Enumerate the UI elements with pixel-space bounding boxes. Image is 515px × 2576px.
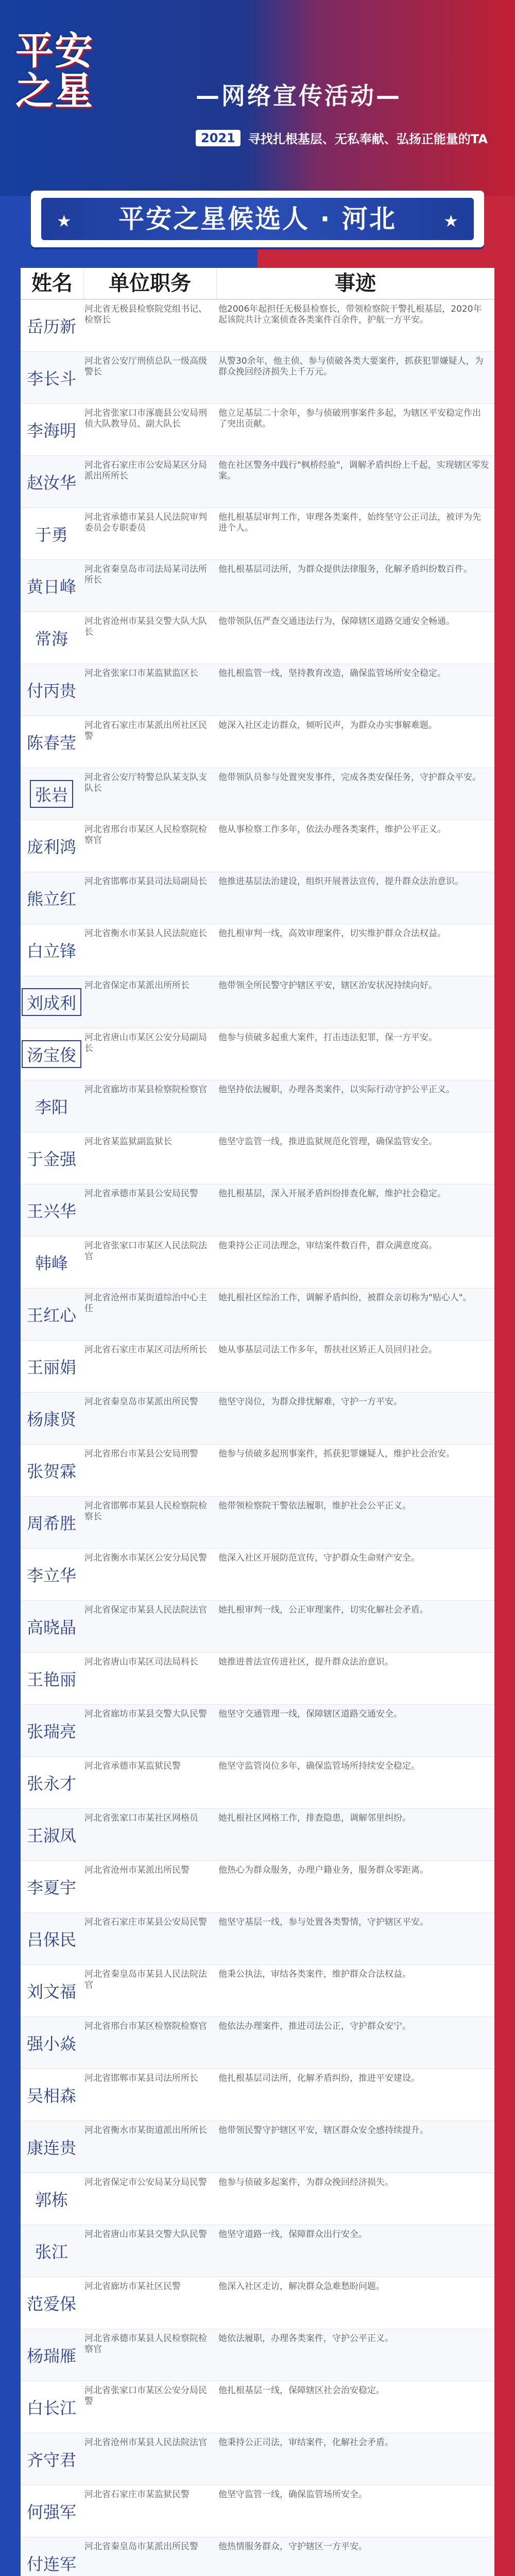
table-row — [21, 976, 494, 1028]
candidate-position: 河北省秦皇岛市某县人民法院法官 — [84, 1969, 207, 1990]
candidate-position: 河北省无极县检察院党组书记、检察长 — [84, 304, 207, 325]
candidate-position: 河北省保定市某县人民法院法官 — [84, 1605, 207, 1615]
candidate-name — [21, 1393, 82, 1444]
candidate-name — [21, 1913, 82, 1964]
candidate-position: 河北省承德市某县公安局民警 — [84, 1189, 198, 1199]
candidate-name-text: 张江 — [35, 2242, 68, 2262]
candidate-name — [21, 1601, 82, 1652]
table-row — [21, 768, 494, 820]
candidate-name-text: 张岩 — [30, 780, 73, 808]
candidate-name-text: 付连军 — [26, 2554, 76, 2574]
candidate-name-text: 郭栋 — [35, 2190, 68, 2210]
candidate-name-text: 张贺霖 — [26, 1462, 76, 1481]
candidate-name-text: 付丙贵 — [26, 681, 76, 701]
candidate-name — [21, 2485, 82, 2537]
candidate-name-text: 周希胜 — [26, 1514, 76, 1533]
table-row — [21, 2381, 494, 2433]
candidate-deeds: 她依法履职，办理各类案件，守护公平正义。 — [218, 2333, 393, 2344]
header-position: 单位职务 — [109, 271, 191, 295]
table-row — [21, 612, 494, 664]
candidate-name-text: 庞利鸿 — [26, 837, 76, 857]
table-row — [21, 2537, 494, 2576]
candidate-name-text: 高晓晶 — [26, 1618, 76, 1637]
table-row — [21, 2069, 494, 2121]
candidate-name — [21, 872, 82, 924]
candidate-name — [21, 1132, 82, 1184]
candidate-deeds: 他坚守道路一线，保障群众出行安全。 — [218, 2229, 367, 2240]
candidate-name — [21, 560, 82, 612]
table-body — [21, 300, 494, 2576]
banner-inner — [41, 198, 474, 240]
candidate-deeds: 他坚守监管一线，推进监狱规范化管理，确保监管安全。 — [218, 1137, 437, 1147]
candidate-deeds: 她从事基层司法工作多年，帮扶社区矫正人员回归社会。 — [218, 1345, 437, 1355]
candidate-name — [21, 768, 82, 820]
candidate-name-text: 何强军 — [26, 2502, 76, 2522]
table-row — [21, 2329, 494, 2381]
table-row — [21, 1132, 494, 1184]
candidate-name-text: 张瑞亮 — [26, 1722, 76, 1741]
candidate-name-text: 汤宝俊 — [22, 1040, 81, 1068]
candidate-name-text: 杨康贤 — [26, 1410, 76, 1429]
table-row — [21, 456, 494, 508]
candidate-deeds: 她推进普法宣传进社区，提升群众法治意识。 — [218, 1657, 393, 1667]
candidate-name — [21, 2277, 82, 2329]
candidate-deeds: 他深入社区开展防范宣传，守护群众生命财产安全。 — [218, 1553, 420, 1563]
candidate-deeds: 他参与侦破多起刑事案件，抓获犯罪嫌疑人，维护社会治安。 — [218, 1449, 455, 1459]
candidate-name — [21, 2173, 82, 2225]
table-row — [21, 508, 494, 560]
table-row — [21, 664, 494, 716]
table-row — [21, 560, 494, 612]
candidate-deeds: 他坚守监管一线，确保监管场所安全。 — [218, 2489, 367, 2500]
candidate-name — [21, 1341, 82, 1392]
candidate-name — [21, 1757, 82, 1808]
candidate-name-text: 吴相森 — [26, 2086, 76, 2106]
candidate-deeds: 他带领队伍严查交通违法行为，保障辖区道路交通安全畅通。 — [218, 616, 455, 626]
candidate-name-text: 黄日峰 — [26, 577, 76, 597]
banner — [31, 191, 484, 247]
candidate-name-text: 吕保民 — [26, 1930, 76, 1950]
candidate-deeds: 他热情服务群众，守护辖区一方平安。 — [218, 2541, 367, 2552]
candidate-position: 河北省邯郸市某县司法局副局长 — [84, 876, 207, 887]
candidate-deeds: 从警30余年，他主侦、参与侦破各类大要案件，抓获犯罪嫌疑人，为群众挽回经济损失上千万元。 — [218, 356, 484, 377]
candidate-table — [21, 268, 494, 2576]
candidate-position: 河北省邢台市某区检察院检察官 — [84, 2021, 207, 2031]
candidate-name — [21, 352, 82, 403]
candidate-name — [21, 664, 82, 716]
candidate-deeds: 他带领民警守护辖区平安，辖区群众安全感持续提升。 — [218, 2125, 428, 2136]
candidate-name — [21, 716, 82, 768]
logo-text — [15, 31, 118, 124]
candidate-position: 河北省唐山市某区公安分局副局长 — [84, 1032, 207, 1054]
candidate-position: 河北省石家庄市某区司法所所长 — [84, 1345, 207, 1355]
candidate-deeds: 他扎根监管一线，坚持教育改造，确保监管场所安全稳定。 — [218, 668, 446, 679]
logo — [15, 31, 118, 124]
candidate-name — [21, 1497, 82, 1548]
table-row — [21, 1028, 494, 1080]
table-row — [21, 2121, 494, 2173]
star-icon: ★ — [443, 211, 458, 231]
candidate-name — [21, 508, 82, 560]
candidate-name — [21, 1236, 82, 1288]
star-icon: ★ — [57, 211, 72, 231]
candidate-position: 河北省廊坊市某县检察院检察官 — [84, 1084, 207, 1095]
candidate-deeds: 她扎根社区网格工作，排查隐患，调解邻里纠纷。 — [218, 1813, 411, 1823]
candidate-position: 河北省保定市某派出所所长 — [84, 980, 190, 991]
table-row — [21, 1341, 494, 1393]
logo-line2: 之星 — [15, 69, 94, 113]
table-row — [21, 1861, 494, 1913]
candidate-deeds: 他2006年起担任无极县检察长，带领检察院干警扎根基层，2020年起该院共计立案侦查各类案件百余件，护航一方平安。 — [218, 304, 482, 325]
table-row — [21, 1393, 494, 1445]
candidate-name — [21, 300, 82, 351]
candidate-position: 河北省张家口市某区人民法院法官 — [84, 1241, 207, 1262]
candidate-position: 河北省公安厅特警总队某支队支队长 — [84, 772, 207, 793]
candidate-deeds: 他扎根基层司法所，化解矛盾纠纷，推进平安建设。 — [218, 2073, 420, 2083]
candidate-name — [21, 2069, 82, 2121]
candidate-name-text: 韩峰 — [35, 1253, 68, 1273]
candidate-position: 河北省邯郸市某县人民检察院检察长 — [84, 1501, 207, 1522]
candidate-name-text: 李海明 — [26, 421, 76, 440]
candidate-position: 河北省承德市某监狱民警 — [84, 1761, 181, 1771]
candidate-position: 河北省衡水市某街道派出所所长 — [84, 2125, 207, 2136]
candidate-name — [21, 2017, 82, 2069]
candidate-position: 河北省秦皇岛市某派出所民警 — [84, 2541, 198, 2552]
candidate-name — [21, 2121, 82, 2173]
candidate-name-text: 白立锋 — [26, 941, 76, 961]
tagline — [196, 129, 505, 149]
candidate-name — [21, 2329, 82, 2381]
candidate-position: 河北省公安厅刑侦总队一级高级警长 — [84, 356, 207, 377]
candidate-position: 河北省张家口市某社区网格员 — [84, 1813, 198, 1823]
candidate-deeds: 他在社区警务中践行"枫桥经验"，调解矛盾纠纷上千起，实现辖区零发案。 — [218, 460, 489, 481]
candidate-name-text: 赵汝华 — [26, 473, 76, 493]
table-row — [21, 1549, 494, 1601]
candidate-deeds: 他推进基层法治建设，组织开展普法宣传，提升群众法治意识。 — [218, 876, 464, 887]
candidate-name-text: 杨瑞雁 — [26, 2346, 76, 2366]
candidate-deeds: 她扎根审判一线，公正审理案件，切实化解社会矛盾。 — [218, 1605, 428, 1615]
table-row — [21, 716, 494, 768]
candidate-deeds: 她深入社区走访群众，倾听民声，为群众办实事解难题。 — [218, 720, 437, 731]
candidate-position: 河北省张家口市某区公安分局民警 — [84, 2385, 207, 2406]
candidate-name — [21, 976, 82, 1028]
candidate-name-text: 张永才 — [26, 1774, 76, 1793]
candidate-position: 河北省衡水市某县人民法院庭长 — [84, 928, 207, 939]
candidate-name-text: 李长斗 — [26, 369, 76, 388]
candidate-name — [21, 1028, 82, 1080]
candidate-deeds: 他参与侦破多起案件，为群众挽回经济损失。 — [218, 2177, 393, 2188]
candidate-name-text: 于金强 — [26, 1149, 76, 1169]
table-row — [21, 820, 494, 872]
candidate-name-text: 王淑凤 — [26, 1826, 76, 1845]
candidate-deeds: 他立足基层二十余年，参与侦破刑事案件多起，为辖区平安稳定作出了突出贡献。 — [218, 408, 481, 429]
table-row — [21, 1653, 494, 1705]
candidate-position: 河北省沧州市某县人民法院法官 — [84, 2437, 207, 2448]
table-row — [21, 1601, 494, 1653]
candidate-name — [21, 1445, 82, 1496]
candidate-name — [21, 1705, 82, 1756]
candidate-name — [21, 1965, 82, 2016]
candidate-deeds: 他秉持公正司法，审结案件，化解社会矛盾。 — [218, 2437, 393, 2448]
candidate-name — [21, 1653, 82, 1704]
candidate-position: 河北省承德市某县人民法院审判委员会专职委员 — [84, 512, 207, 533]
candidate-position: 河北省秦皇岛市司法局某司法所所长 — [84, 564, 207, 585]
candidate-deeds: 他坚守交通管理一线，保障辖区道路交通安全。 — [218, 1709, 402, 1719]
candidate-position: 河北省石家庄市某派出所社区民警 — [84, 720, 207, 741]
table-row — [21, 2173, 494, 2225]
table-row — [21, 1236, 494, 1289]
candidate-name-text: 常海 — [35, 629, 68, 649]
table-row — [21, 300, 494, 352]
candidate-name — [21, 1289, 82, 1340]
candidate-deeds: 他带领全所民警守护辖区平安，辖区治安状况持续向好。 — [218, 980, 437, 991]
table-row — [21, 2017, 494, 2069]
candidate-name — [21, 456, 82, 507]
candidate-name-text: 康连贵 — [26, 2138, 76, 2158]
candidate-name — [21, 924, 82, 976]
candidate-name — [21, 2433, 82, 2485]
candidate-name-text: 李夏宇 — [26, 1878, 76, 1897]
year-badge: 2021 — [196, 130, 241, 146]
candidate-deeds: 他参与侦破多起重大案件，打击违法犯罪，保一方平安。 — [218, 1032, 437, 1043]
candidate-name-text: 强小焱 — [26, 2034, 76, 2054]
table-row — [21, 1705, 494, 1757]
candidate-position: 河北省承德市某县人民检察院检察官 — [84, 2333, 207, 2354]
candidate-deeds: 他从事检察工作多年，依法办理各类案件，维护公平正义。 — [218, 824, 446, 835]
table-row — [21, 872, 494, 924]
tagline-text: 寻找扎根基层、无私奉献、弘扬正能量的TA — [248, 132, 488, 146]
candidate-name — [21, 404, 82, 455]
table-row — [21, 1080, 494, 1132]
candidate-name-text: 熊立红 — [26, 889, 76, 909]
candidate-position: 河北省保定市公安局某分局民警 — [84, 2177, 207, 2188]
candidate-name-text: 王艳丽 — [26, 1670, 76, 1689]
candidate-position: 河北省张家口市某监狱监区长 — [84, 668, 198, 679]
candidate-deeds: 他坚守岗位，为群众排忧解难，守护一方平安。 — [218, 1397, 402, 1407]
campaign-title: —网络宣传活动— — [196, 82, 402, 110]
candidate-name-text: 王丽娟 — [26, 1358, 76, 1377]
candidate-position: 河北省沧州市某街道综治中心主任 — [84, 1293, 207, 1314]
candidate-position: 河北省沧州市某县交警大队大队长 — [84, 616, 207, 637]
candidate-deeds: 他坚守监管岗位多年，确保监管场所持续安全稳定。 — [218, 1761, 420, 1771]
table-row — [21, 1184, 494, 1236]
candidate-deeds: 他热心为群众服务，办理户籍业务，服务群众零距离。 — [218, 1865, 428, 1875]
candidate-position: 河北省衡水市某区公安分局民警 — [84, 1553, 207, 1563]
table-row — [21, 1913, 494, 1965]
candidate-deeds: 他带领队员参与处置突发事件，完成各类安保任务，守护群众平安。 — [218, 772, 481, 783]
candidate-name-text: 白长江 — [26, 2398, 76, 2418]
candidate-position: 河北省邢台市某区人民检察院检察官 — [84, 824, 207, 845]
candidate-position: 河北省唐山市某县交警大队民警 — [84, 2229, 207, 2240]
candidate-name — [21, 1809, 82, 1860]
candidate-name — [21, 612, 82, 664]
candidate-position: 河北省廊坊市某县交警大队民警 — [84, 1709, 207, 1719]
candidate-name-text: 李阳 — [35, 1097, 68, 1117]
candidate-name — [21, 820, 82, 872]
table-header — [21, 268, 494, 300]
candidate-position: 河北省石家庄市某监狱民警 — [84, 2489, 190, 2500]
candidate-name — [21, 2537, 82, 2576]
candidate-position: 河北省邯郸市某县司法所所长 — [84, 2073, 198, 2083]
table-row — [21, 2225, 494, 2277]
table-row — [21, 924, 494, 976]
candidate-deeds: 他扎根基层审判工作，审理各类案件，始终坚守公正司法，被评为先进个人。 — [218, 512, 481, 533]
candidate-deeds: 他坚守基层一线，参与处置各类警情，守护辖区平安。 — [218, 1917, 428, 1927]
table-row — [21, 352, 494, 404]
candidate-deeds: 他坚持依法履职，办理各类案件，以实际行动守护公平正义。 — [218, 1084, 455, 1095]
candidate-name-text: 齐守君 — [26, 2450, 76, 2470]
table-row — [21, 1497, 494, 1549]
table-row — [21, 2485, 494, 2537]
candidate-position: 河北省石家庄市公安局某区分局派出所所长 — [84, 460, 207, 481]
candidate-deeds: 他秉持公正司法理念，审结案件数百件，群众满意度高。 — [218, 1241, 437, 1251]
candidate-deeds: 他依法办理案件，推进司法公正，守护群众安宁。 — [218, 2021, 411, 2031]
candidate-name — [21, 2225, 82, 2277]
table-row — [21, 1289, 494, 1341]
table-row — [21, 1757, 494, 1809]
candidate-deeds: 他扎根基层一线，保障辖区社会治安稳定。 — [218, 2385, 385, 2396]
candidate-deeds: 他扎根基层，深入开展矛盾纠纷排查化解，维护社会稳定。 — [218, 1189, 446, 1199]
candidate-deeds: 她扎根社区综治工作，调解矛盾纠纷，被群众亲切称为"贴心人"。 — [218, 1293, 472, 1303]
candidate-name-text: 陈春莹 — [26, 733, 76, 753]
candidate-name-text: 刘成利 — [22, 988, 81, 1016]
header-deeds: 事迹 — [335, 271, 376, 295]
candidate-name-text: 范爱保 — [26, 2294, 76, 2314]
table-row — [21, 2433, 494, 2485]
candidate-position: 河北省沧州市某派出所民警 — [84, 1865, 190, 1875]
candidate-name-text: 李立华 — [26, 1566, 76, 1585]
candidate-name — [21, 2381, 82, 2433]
candidate-deeds: 他带领检察院干警依法履职，维护社会公平正义。 — [218, 1501, 411, 1511]
banner-title: 平安之星候选人 · 河北 — [118, 204, 397, 234]
header — [0, 0, 515, 196]
candidate-position: 河北省唐山市某区司法局科长 — [84, 1657, 198, 1667]
candidate-name — [21, 1549, 82, 1600]
candidate-deeds: 他扎根审判一线，高效审理案件，切实维护群众合法权益。 — [218, 928, 446, 939]
table-row — [21, 1809, 494, 1861]
table-row — [21, 404, 494, 456]
candidate-deeds: 他秉公执法，审结各类案件，维护群众合法权益。 — [218, 1969, 411, 1979]
header-name: 姓名 — [31, 271, 73, 295]
candidate-name-text: 刘文福 — [26, 1982, 76, 2002]
table-row — [21, 1965, 494, 2017]
candidate-name-text: 王兴华 — [26, 1201, 76, 1221]
candidate-name-text: 岳历新 — [26, 317, 76, 336]
candidate-position: 河北省邢台市某县公安局刑警 — [84, 1449, 198, 1459]
candidate-deeds: 他扎根基层司法所，为群众提供法律服务，化解矛盾纠纷数百件。 — [218, 564, 472, 574]
candidate-position: 河北省张家口市涿鹿县公安局刑侦大队教导员、副大队长 — [84, 408, 207, 429]
table-row — [21, 2277, 494, 2329]
candidate-name-text: 王红心 — [26, 1306, 76, 1325]
candidate-name-text: 于勇 — [35, 525, 68, 545]
candidate-name — [21, 1184, 82, 1236]
candidate-name — [21, 1861, 82, 1912]
candidate-position: 河北省廊坊市某社区民警 — [84, 2281, 181, 2292]
table-row — [21, 1445, 494, 1497]
candidate-position: 河北省秦皇岛市某派出所民警 — [84, 1397, 198, 1407]
candidate-deeds: 他深入社区走访，解决群众急难愁盼问题。 — [218, 2281, 385, 2292]
candidate-position: 河北省石家庄市某县公安局民警 — [84, 1917, 207, 1927]
candidate-name — [21, 1080, 82, 1132]
logo-line1: 平安 — [15, 29, 94, 73]
candidate-position: 河北省某监狱副监狱长 — [84, 1137, 172, 1147]
